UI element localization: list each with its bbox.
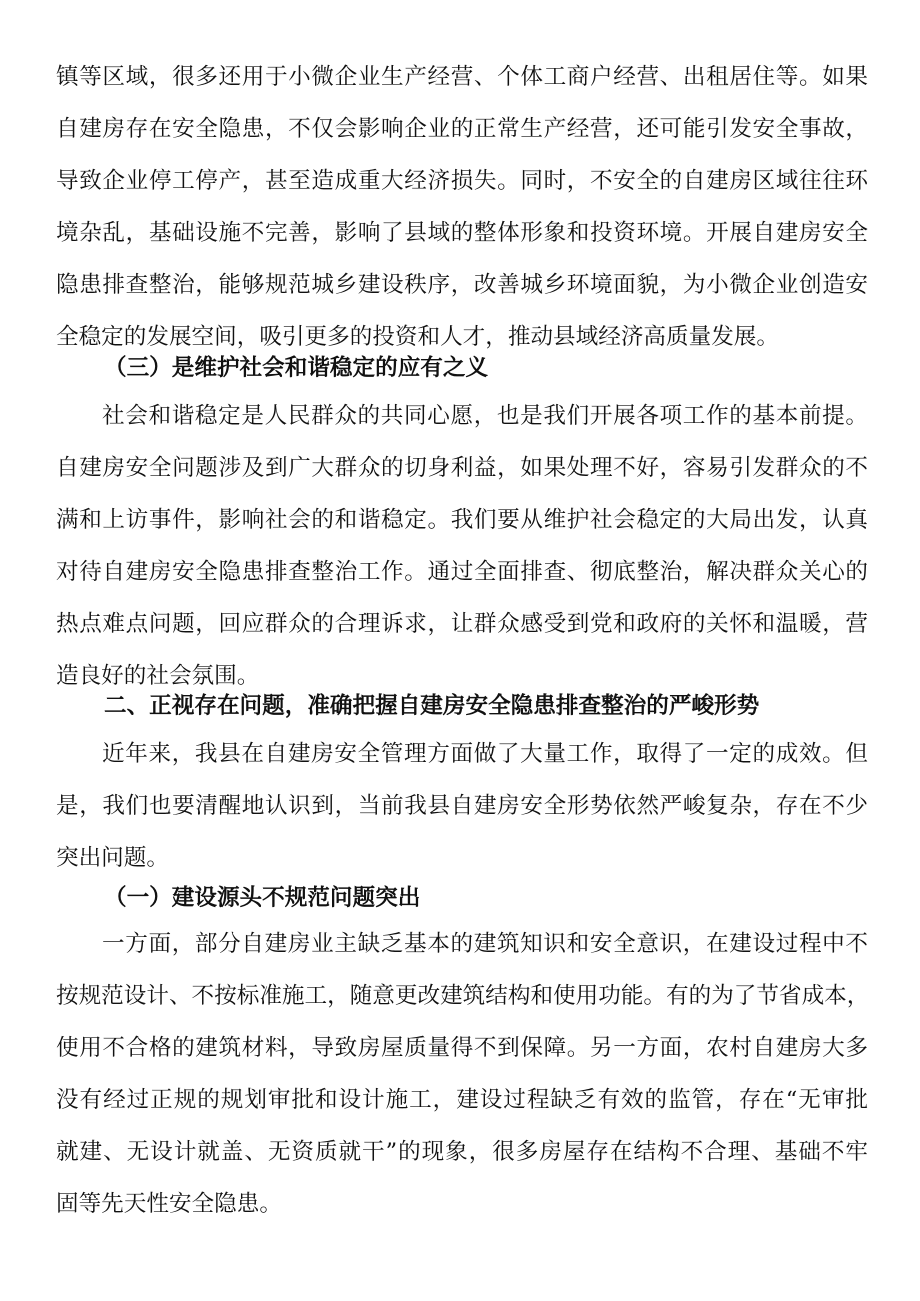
paragraph-social-harmony [56,390,868,702]
text-line: 全稳定的发展空间，吸引更多的投资和人才，推动县域经济高质量发展。 [56,324,779,350]
paragraph-economic-development [56,51,868,363]
paragraph-construction-source [56,918,868,1230]
text-line: 造良好的社会氛围。 [56,663,260,689]
text-line: 固等先天性安全隐患。 [56,1191,282,1217]
text-line: 对待自建房安全隐患排查整治工作。通过全面排查、彻底整治，解决群众关心的 [56,559,868,585]
text-line: 自建房安全问题涉及到广大群众的切身利益，如果处理不好，容易引发群众的不 [56,455,868,481]
text-line: 导致企业停工停产，甚至造成重大经济损失。同时，不安全的自建房区域往往环 [56,168,868,194]
section-heading-problems: 二、正视存在问题，准确把握自建房安全隐患排查整治的严峻形势 [104,693,760,719]
paragraph-current-situation [56,728,868,884]
text-line: 没有经过正规的规划审批和设计施工，建设过程缺乏有效的监管，存在“无审批 [56,1087,868,1113]
text-line: 近年来，我县在自建房安全管理方面做了大量工作，取得了一定的成效。但 [102,741,868,767]
text-line: 按规范设计、不按标准施工，随意更改建筑结构和使用功能。有的为了节省成本， [56,983,870,1009]
text-line: 是，我们也要清醒地认识到，当前我县自建房安全形势依然严峻复杂，存在不少 [56,793,868,819]
text-line: 满和上访事件，影响社会的和谐稳定。我们要从维护社会稳定的大局出发，认真 [56,507,868,533]
text-line: 突出问题。 [56,845,169,871]
text-line: 隐患排查整治，能够规范城乡建设秩序，改善城乡环境面貌，为小微企业创造安 [56,272,868,298]
subheading-construction-source: （一）建设源头不规范问题突出 [104,885,421,911]
subheading-social-harmony: （三）是维护社会和谐稳定的应有之义 [104,355,489,381]
text-line: 镇等区域，很多还用于小微企业生产经营、个体工商户经营、出租居住等。如果 [56,64,868,90]
text-line: 境杂乱，基础设施不完善，影响了县域的整体形象和投资环境。开展自建房安全 [56,220,868,246]
text-line: 一方面，部分自建房业主缺乏基本的建筑知识和安全意识，在建设过程中不 [102,931,868,957]
text-line: 热点难点问题，回应群众的合理诉求，让群众感受到党和政府的关怀和温暖，营 [56,611,868,637]
text-line: 社会和谐稳定是人民群众的共同心愿，也是我们开展各项工作的基本前提。 [102,403,868,429]
text-line: 使用不合格的建筑材料，导致房屋质量得不到保障。另一方面，农村自建房大多 [56,1035,868,1061]
text-line: 自建房存在安全隐患，不仅会影响企业的正常生产经营，还可能引发安全事故， [56,116,868,142]
text-line: 就建、无设计就盖、无资质就干”的现象，很多房屋存在结构不合理、基础不牢 [56,1139,868,1165]
